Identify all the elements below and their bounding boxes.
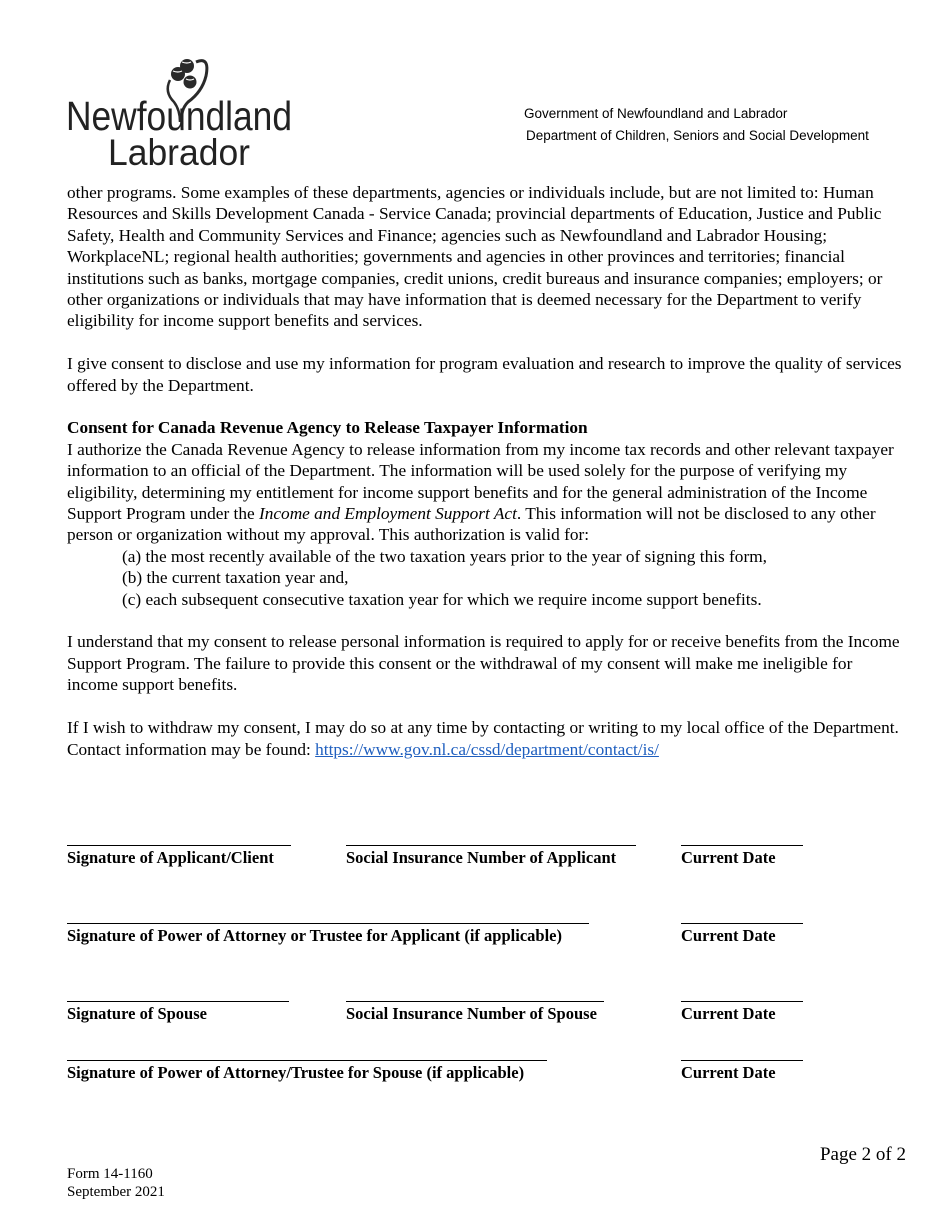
list-item: (b) the current taxation year and, [122,568,349,588]
label-signature-spouse-poa: Signature of Power of Attorney/Trustee for Spouse (if applicable) [67,1063,525,1082]
applicant-poa-signature-field[interactable] [67,923,589,945]
government-name: Government of Newfoundland and Labrador [524,106,788,121]
applicant-poa-date-field[interactable] [681,923,803,945]
spouse-date-field[interactable] [681,1001,803,1023]
contact-link[interactable]: https://www.gov.nl.ca/cssd/department/contact/is/ [315,739,659,759]
spouse-poa-date-field[interactable] [681,1060,803,1082]
label-date: Current Date [681,1004,776,1023]
paragraph-withdraw-consent: If I wish to withdraw my consent, I may do so at any time by contacting or writing to my local office of the Department. Contact information may be found: https://www.gov.nl.ca/cssd/department/contact/is/ [67,718,899,759]
label-signature-applicant-poa: Signature of Power of Attorney or Trustee for Applicant (if applicable) [67,926,562,945]
logo-text-newfoundland: Newfoundland [66,93,292,139]
form-date: September 2021 [67,1184,165,1200]
paragraph-cra-authorization: I authorize the Canada Revenue Agency to release information from my income tax records and other relevant taxpayer information to an official of the Department. The information will be used solely for the purpose of verifying my eligibility, determining my entitlement for income support benefits and for the general administration of the Income Support Program under the Income and Employment Support Act. This information will not be disclosed to any other person or organization without my approval. This authorization is valid for: [67,439,894,545]
applicant-signature-field[interactable] [67,845,291,867]
spouse-poa-signature-field[interactable] [67,1060,547,1082]
applicant-date-field[interactable] [681,845,803,867]
spouse-sin-field[interactable] [346,1001,604,1023]
form-info [67,1165,165,1201]
department-header [524,103,869,147]
label-sin-spouse: Social Insurance Number of Spouse [346,1004,597,1023]
paragraph-evaluation-consent: I give consent to disclose and use my information for program evaluation and research to improve the quality of services offered by the Department. [67,354,902,395]
label-date: Current Date [681,926,776,945]
label-signature-applicant: Signature of Applicant/Client [67,848,274,867]
form-number: Form 14-1160 [67,1166,153,1182]
list-item: (a) the most recently available of the two taxation years prior to the year of signing this form, [122,546,767,566]
consent-body [67,182,907,781]
paragraph-consent-required: I understand that my consent to release personal information is required to apply for or receive benefits from the Income Support Program. The failure to provide this consent or the withdrawal of my consent will make me ineligible for income support benefits. [67,632,900,695]
page-number: Page 2 of 2 [819,1144,906,1165]
applicant-sin-field[interactable] [346,845,636,867]
label-date: Current Date [681,848,776,867]
pitcher-plant-logo-icon [66,54,298,173]
department-name: Department of Children, Seniors and Social Development [526,128,869,143]
label-date: Current Date [681,1063,776,1082]
act-title: Income and Employment Support Act [258,504,517,524]
logo-text-labrador: Labrador [108,132,250,173]
taxation-years-list [122,546,907,610]
label-signature-spouse: Signature of Spouse [67,1004,207,1023]
newfoundland-labrador-logo [66,54,298,173]
label-sin-applicant: Social Insurance Number of Applicant [346,848,617,867]
spouse-signature-field[interactable] [67,1001,289,1023]
list-item: (c) each subsequent consecutive taxation year for which we require income support benefits. [122,589,762,609]
section-heading-cra-consent: Consent for Canada Revenue Agency to Release Taxpayer Information [67,418,588,438]
paragraph-programs: other programs. Some examples of these departments, agencies or individuals include, but are not limited to: Human Resources and Skills Development Canada - Service Canada; provincial departments of Education, Justice and Public Safety, Health and Community Services and Finance; agencies such as Newfoundland and Labrador Housing; WorkplaceNL; regional health authorities; governments and agencies in other provinces and territories; financial institutions such as banks, mortgage companies, credit unions, credit bureaus and insurance companies; employers; or other organizations or individuals that may have information that is deemed necessary for the Department to verify eligibility for income support benefits and services. [67,183,883,331]
